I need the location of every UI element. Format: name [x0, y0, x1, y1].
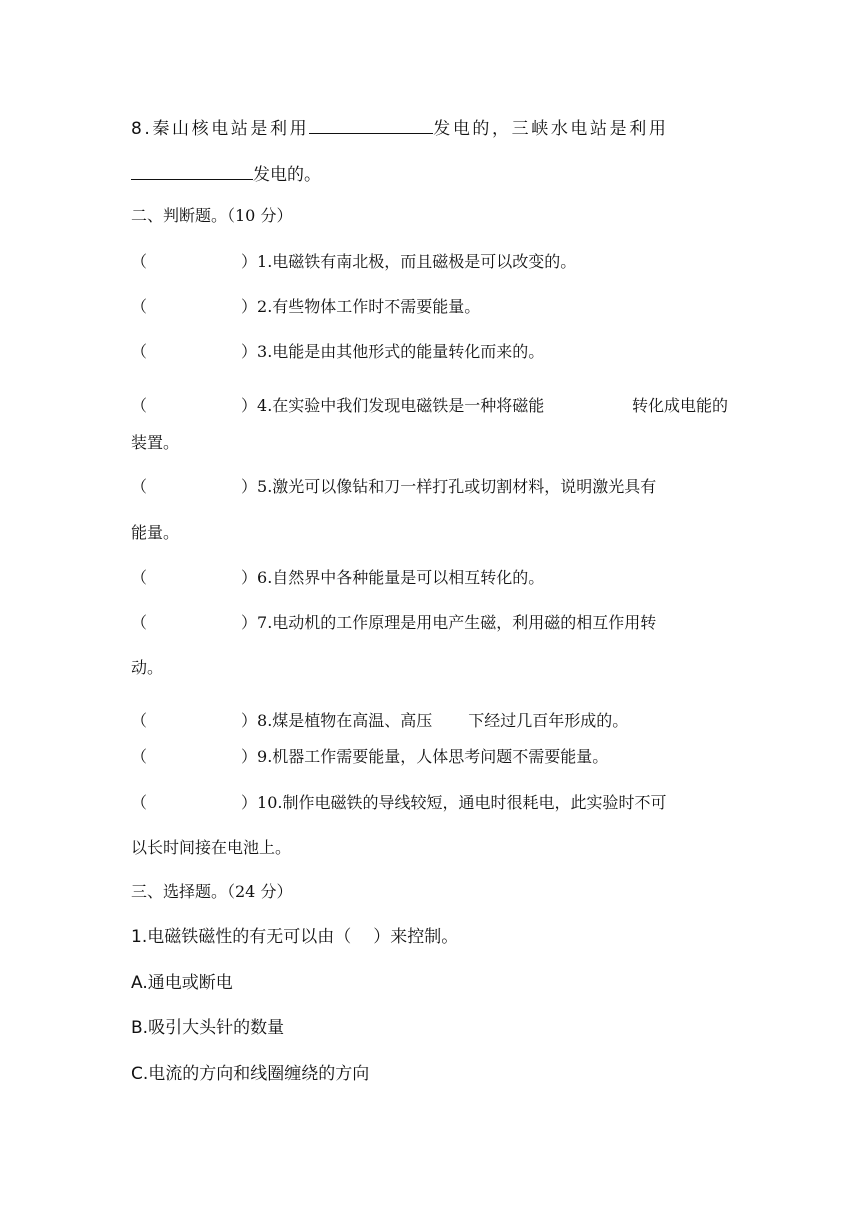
answer-paren-close: ） [241, 297, 258, 316]
answer-paren-close: ） [241, 613, 258, 632]
tf-item-1 [131, 254, 576, 270]
mc-option-b[interactable]: B.吸引大头针的数量 [131, 1018, 285, 1038]
answer-paren-close: ） [241, 477, 258, 496]
answer-paren-open: （ [131, 711, 148, 730]
answer-paren-close: ） [241, 396, 258, 415]
q8-line-2 [131, 165, 321, 184]
tf-item-text: 1.电磁铁有南北极，而且磁极是可以改变的。 [257, 252, 577, 271]
tf-item-text: 7.电动机的工作原理是用电产生磁，利用磁的相互作用转 [257, 613, 657, 632]
section3-heading: 三、选择题。（24 分） [131, 882, 293, 901]
tf-item-text-end: 转化成电能的 [631, 396, 728, 415]
q8-blank-2[interactable] [131, 165, 253, 180]
tf-item-text: 10.制作电磁铁的导线较短，通电时很耗电，此实验时不可 [257, 793, 667, 812]
tf-item-text: 6.自然界中各种能量是可以相互转化的。 [257, 568, 545, 587]
mc-question-stem: 1.电磁铁磁性的有无可以由（ [131, 927, 352, 947]
q8-middle: 发电的，三峡水电站是利用 [433, 119, 669, 139]
q8-line-1 [131, 119, 668, 138]
tf-item-10 [131, 795, 666, 811]
answer-paren-close: ） [241, 568, 258, 587]
tf-item-text: 5.激光可以像钻和刀一样打孔或切割材料，说明激光具有 [257, 477, 657, 496]
tf-item-text: 9.机器工作需要能量，人体思考问题不需要能量。 [257, 747, 609, 766]
mc-question-stem-end: ）来控制。 [373, 927, 459, 947]
section2-heading: 二、判断题。（10 分） [131, 206, 293, 225]
answer-paren-close: ） [241, 252, 258, 271]
mc-option-a[interactable]: A.通电或断电 [131, 973, 233, 993]
tf-item-7 [131, 615, 656, 631]
q8-prefix: 8.秦山核电站是利用 [131, 119, 310, 139]
tf-item-4-cont: 装置。 [131, 433, 180, 452]
tf-item-6 [131, 570, 544, 586]
answer-paren-close: ） [241, 747, 258, 766]
tf-item-5-cont: 能量。 [131, 523, 180, 542]
mc-option-c[interactable]: C.电流的方向和线圈缠绕的方向 [131, 1064, 370, 1084]
answer-paren-close: ） [241, 711, 258, 730]
answer-paren-open: （ [131, 613, 148, 632]
tf-item-3 [131, 344, 544, 360]
tf-item-7-cont: 动。 [131, 658, 164, 677]
tf-item-9 [131, 749, 608, 765]
tf-item-10-cont: 以长时间接在电池上。 [131, 838, 292, 857]
answer-paren-open: （ [131, 252, 148, 271]
answer-paren-close: ） [241, 793, 258, 812]
answer-paren-open: （ [131, 342, 148, 361]
answer-paren-open: （ [131, 477, 148, 496]
tf-item-8 [131, 713, 628, 729]
tf-item-4 [131, 398, 728, 414]
tf-item-text-end: 下经过几百年形成的。 [468, 711, 629, 730]
q8-suffix: 发电的。 [253, 165, 321, 185]
answer-paren-close: ） [241, 342, 258, 361]
tf-item-text: 4.在实验中我们发现电磁铁是一种将磁能 [257, 396, 545, 415]
answer-paren-open: （ [131, 568, 148, 587]
tf-item-text: 3.电能是由其他形式的能量转化而来的。 [257, 342, 545, 361]
tf-item-5 [131, 479, 656, 495]
q8-blank-1[interactable] [309, 119, 433, 134]
answer-paren-open: （ [131, 793, 148, 812]
answer-paren-open: （ [131, 396, 148, 415]
tf-item-text: 8.煤是植物在高温、高压 [257, 711, 433, 730]
mc-question-1 [131, 929, 458, 946]
tf-item-2 [131, 299, 480, 315]
tf-item-text: 2.有些物体工作时不需要能量。 [257, 297, 481, 316]
answer-paren-open: （ [131, 747, 148, 766]
answer-paren-open: （ [131, 297, 148, 316]
